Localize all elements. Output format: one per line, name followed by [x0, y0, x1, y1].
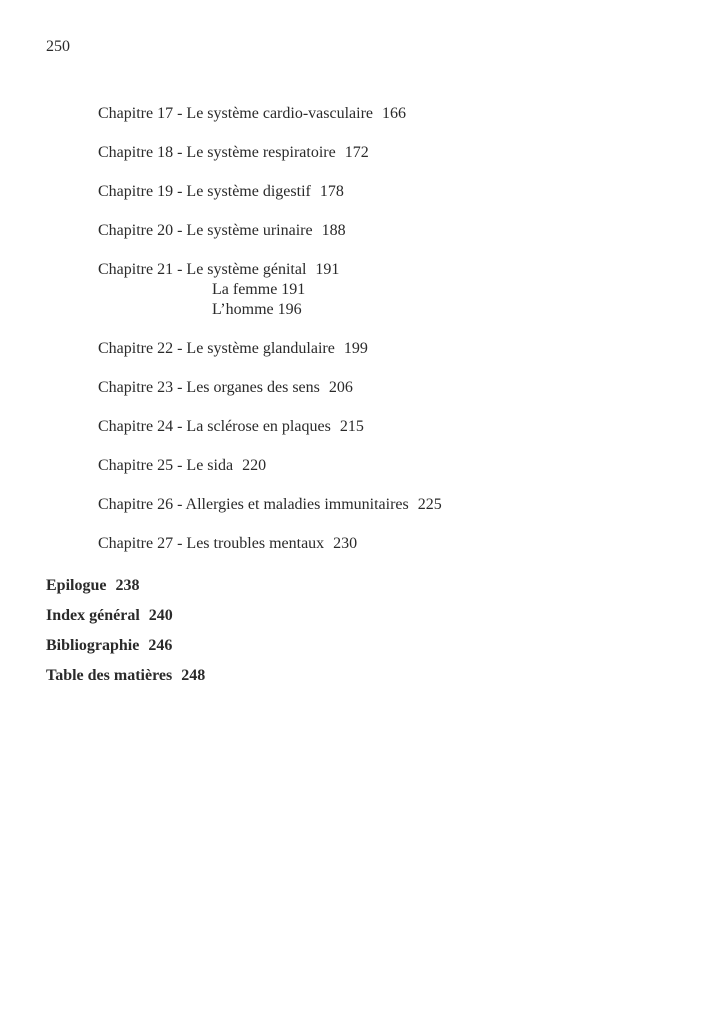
- toc-entry-page: 215: [339, 418, 364, 435]
- toc-entry-chapter-25: [98, 456, 678, 476]
- toc-entry-page: 172: [344, 144, 369, 161]
- toc-entry-page: 225: [417, 496, 442, 513]
- toc-entry-page: 230: [333, 535, 358, 552]
- toc-entry-chapter-20: [98, 221, 678, 241]
- toc-entry-page: 178: [319, 183, 344, 200]
- toc-entry-bibliography: [46, 631, 205, 661]
- toc-entry-chapter-24: [98, 417, 678, 437]
- toc-entry-chapter-22: [98, 339, 678, 359]
- toc-entry-page: 248: [181, 667, 206, 684]
- toc-entry-title: Chapitre 17 - Le système cardio-vasculaire: [98, 105, 373, 122]
- toc-entry-title: Bibliographie: [46, 637, 140, 654]
- toc-entry-title: Chapitre 25 - Le sida: [98, 457, 234, 474]
- toc-entry-chapter-21: [98, 260, 678, 320]
- toc-entry-title: Epilogue: [46, 577, 107, 594]
- toc-entry-chapter-26: [98, 495, 678, 515]
- toc-entry-title: Chapitre 18 - Le système respiratoire: [98, 144, 336, 161]
- toc-entry-title: Chapitre 22 - Le système glandulaire: [98, 340, 335, 357]
- toc-entry-title: Chapitre 20 - Le système urinaire: [98, 222, 313, 239]
- toc-entry-page: 206: [328, 379, 353, 396]
- toc-entry-chapter-27: [98, 534, 678, 554]
- toc-entry-page: 199: [343, 340, 368, 357]
- back-matter-list: [46, 571, 205, 691]
- page-number: 250: [46, 38, 70, 55]
- toc-entry-title: Table des matières: [46, 667, 173, 684]
- toc-entry-chapter-17: [98, 104, 678, 124]
- toc-entry-page: 246: [148, 637, 173, 654]
- toc-entry-page: 238: [115, 577, 140, 594]
- toc-entry-table-of-contents: [46, 661, 205, 691]
- toc-entry-chapter-23: [98, 378, 678, 398]
- toc-entry-title: Index général: [46, 607, 140, 624]
- toc-subentries: [212, 280, 678, 320]
- toc-entry-page: 166: [382, 105, 406, 122]
- toc-entry-title: Chapitre 26 - Allergies et maladies immunitaires: [98, 496, 409, 513]
- toc-entry-chapter-18: [98, 143, 678, 163]
- toc-entry-page: 220: [242, 457, 267, 474]
- toc-entry-index: [46, 601, 205, 631]
- toc-entry-page: 191: [315, 261, 340, 278]
- toc-entry-epilogue: [46, 571, 205, 601]
- toc-entry-title: Chapitre 24 - La sclérose en plaques: [98, 418, 331, 435]
- toc-entry-chapter-19: [98, 182, 678, 202]
- toc-entry-page: 188: [321, 222, 346, 239]
- toc-entry-title: Chapitre 21 - Le système génital: [98, 261, 307, 278]
- toc-entry-page: 240: [148, 607, 173, 624]
- toc-entry-title: Chapitre 23 - Les organes des sens: [98, 379, 320, 396]
- toc-entry-title: Chapitre 19 - Le système digestif: [98, 183, 311, 200]
- toc-subentry: La femme 191: [212, 281, 306, 298]
- toc-entry-title: Chapitre 27 - Les troubles mentaux: [98, 535, 325, 552]
- chapter-list: [98, 104, 678, 573]
- toc-subentry: L’homme 196: [212, 301, 302, 318]
